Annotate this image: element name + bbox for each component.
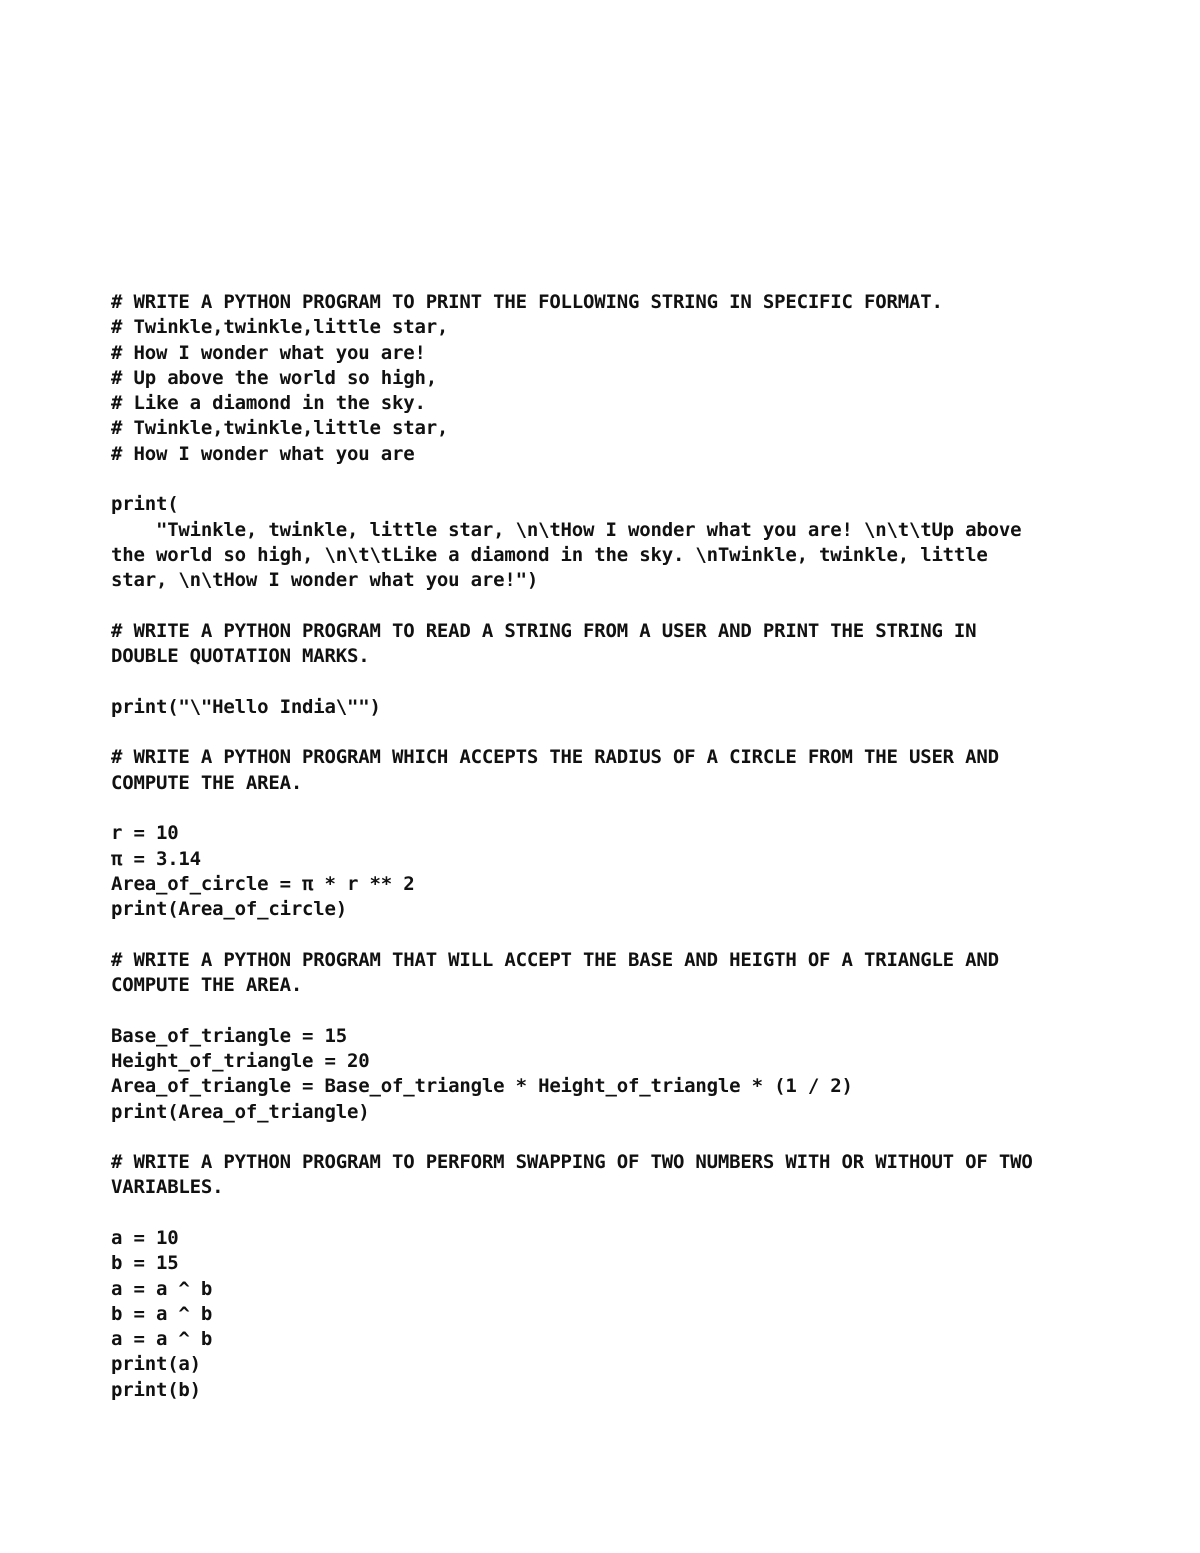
comment-line: # Up above the world so high,: [111, 366, 437, 389]
blank-line: [111, 1201, 1111, 1226]
code-line: print(Area_of_circle): [111, 898, 348, 921]
code-line: a = a ^ b: [111, 1277, 213, 1300]
code-line: the world so high, \n\t\tLike a diamond in the sky. \nTwinkle, twinkle, little: [111, 543, 988, 566]
blank-line: [111, 720, 1111, 745]
comment-line: # How I wonder what you are: [111, 442, 415, 465]
code-line: print(Area_of_triangle): [111, 1100, 370, 1123]
comment-line: # WRITE A PYTHON PROGRAM THAT WILL ACCEPT THE BASE AND HEIGTH OF A TRIANGLE AND: [111, 948, 999, 971]
blank-line: [111, 998, 1111, 1023]
code-line: a = 10: [111, 1226, 179, 1249]
code-line: Area_of_triangle = Base_of_triangle * Height_of_triangle * (1 / 2): [111, 1075, 853, 1098]
code-line: "Twinkle, twinkle, little star, \n\tHow I wonder what you are! \n\t\tUp above: [111, 518, 1022, 541]
comment-line: # Like a diamond in the sky.: [111, 392, 426, 415]
code-line: Height_of_triangle = 20: [111, 1049, 370, 1072]
code-listing: [111, 290, 1111, 1403]
comment-line: VARIABLES.: [111, 1176, 224, 1199]
blank-line: [111, 594, 1111, 619]
comment-line: # WRITE A PYTHON PROGRAM TO PERFORM SWAPPING OF TWO NUMBERS WITH OR WITHOUT OF TWO: [111, 1151, 1033, 1174]
comment-line: # WRITE A PYTHON PROGRAM TO PRINT THE FOLLOWING STRING IN SPECIFIC FORMAT.: [111, 291, 943, 313]
comment-line: # How I wonder what you are!: [111, 341, 426, 364]
comment-line: COMPUTE THE AREA.: [111, 974, 303, 997]
code-line: print("\"Hello India\""): [111, 695, 381, 718]
code-line: b = 15: [111, 1252, 179, 1275]
comment-line: # Twinkle,twinkle,little star,: [111, 316, 449, 339]
blank-line: [111, 669, 1111, 694]
code-line: print(b): [111, 1378, 201, 1401]
blank-line: [111, 1125, 1111, 1150]
code-line: star, \n\tHow I wonder what you are!"): [111, 569, 539, 592]
code-line: a = a ^ b: [111, 1328, 213, 1351]
code-line: Area_of_circle = π * r ** 2: [111, 872, 415, 895]
comment-line: # WRITE A PYTHON PROGRAM WHICH ACCEPTS THE RADIUS OF A CIRCLE FROM THE USER AND: [111, 746, 999, 769]
blank-line: [111, 467, 1111, 492]
blank-line: [111, 922, 1111, 947]
code-line: π = 3.14: [111, 847, 201, 870]
code-line: print(a): [111, 1353, 201, 1376]
comment-line: # Twinkle,twinkle,little star,: [111, 417, 449, 440]
comment-line: COMPUTE THE AREA.: [111, 771, 303, 794]
code-line: Base_of_triangle = 15: [111, 1024, 348, 1047]
blank-line: [111, 796, 1111, 821]
code-line: print(: [111, 493, 179, 516]
comment-line: DOUBLE QUOTATION MARKS.: [111, 645, 370, 668]
code-line: r = 10: [111, 822, 179, 845]
code-line: b = a ^ b: [111, 1302, 213, 1325]
comment-line: # WRITE A PYTHON PROGRAM TO READ A STRING FROM A USER AND PRINT THE STRING IN: [111, 619, 977, 642]
